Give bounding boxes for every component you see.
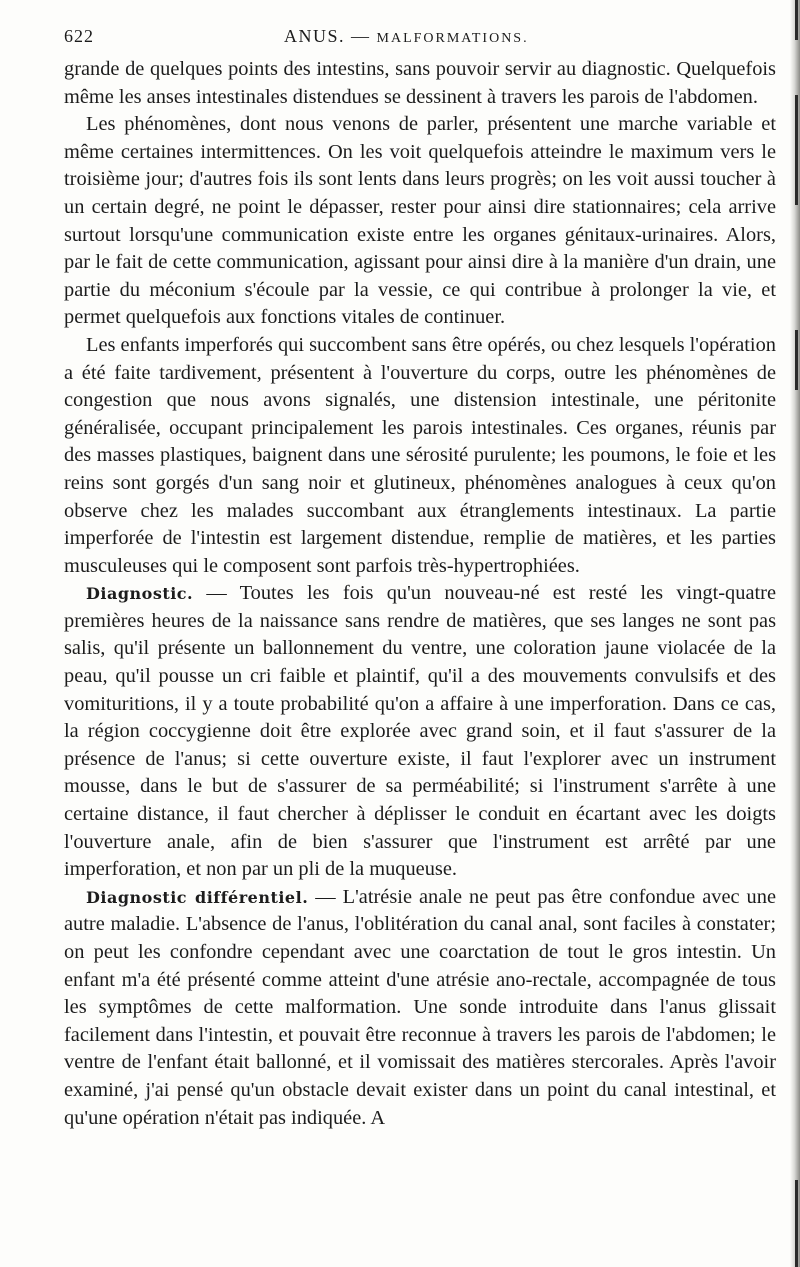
body-text (64, 56, 776, 1132)
scan-edge-mark (795, 330, 798, 390)
section-subtitle: MALFORMATIONS. (376, 31, 529, 46)
section-heading-diagnostic: Diagnostic. (86, 584, 194, 604)
paragraph (64, 332, 776, 580)
scan-edge-mark (795, 0, 798, 40)
section-heading-differential: Diagnostic différentiel. (86, 887, 309, 907)
paragraph-diagnostic (64, 580, 776, 884)
paragraph-text: Les enfants imperforés qui succombent sans être opérés, ou chez lesquels l'opération a été faite tardivement, présentent à l'ouverture du corps, outre les phénomènes de congestion que nous avons signalés, une distension intestinale, une péritonite généralisée, occupant principalement les parois intestinales. Ces organes, réunis par des masses plastiques, baignent dans une sérosité purulente; les poumons, le foie et les reins sont gorgés d'un sang noir et glutineux, phénomènes analogues à ceux qu'on observe chez les malades succombant aux étranglements intestinaux. La partie imperforée de l'intestin est largement distendue, remplie de matières, et les parties musculeuses qui le composent sont parfois très-hypertrophiées. (64, 333, 776, 577)
running-title (284, 26, 529, 47)
scan-edge-mark (795, 95, 798, 205)
paragraph (64, 111, 776, 332)
scan-edge-mark (795, 1180, 798, 1267)
paragraph-text: — L'atrésie anale ne peut pas être confondue avec une autre maladie. L'absence de l'anus, l'oblitération du canal anal, sont faciles à constater; on peut les confondre cependant avec une coarctation de tout le gros intestin. Un enfant m'a été présenté comme atteint d'une atrésie ano-rectale, accompagnée de tous les symptômes de cette malformation. Une sonde introduite dans l'anus glissait facilement dans l'intestin, et pouvait être reconnue à travers les parois de l'abdomen; le ventre de l'enfant était ballonné, et il vomissait des matières stercorales. Après l'avoir examiné, j'ai pensé qu'un obstacle devait exister dans un point du canal intestinal, et qu'une opération n'était pas indiquée. A (64, 885, 776, 1129)
page-number: 622 (64, 26, 94, 46)
paragraph-differential-diagnostic (64, 884, 776, 1132)
paragraph-text: Les phénomènes, dont nous venons de parler, présentent une marche variable et même certaines intermittences. On les voit quelquefois atteindre le maximum vers le troisième jour; d'autres fois ils sont lents dans leurs progrès; on les voit aussi toucher à un certain degré, ne point le dépasser, rester pour ainsi dire stationnaires; cela arrive surtout lorsqu'une communication existe entre les organes génitaux-urinaires. Alors, par le fait de cette communication, agissant pour ainsi dire à la manière d'un drain, une partie du méconium s'écoule par la vessie, ce qui contribue à prolonger la vie, et permet quelquefois aux fonctions vitales de continuer. (64, 113, 776, 329)
paragraph-text: — Toutes les fois qu'un nouveau-né est resté les vingt-quatre premières heures de la naissance sans rendre de matières, que ses langes ne sont pas salis, qu'il présente un ballonnement du ventre, une coloration jaune violacée de la peau, qu'il pousse un cri faible et plaintif, qu'il a des mouvements convulsifs et des vomituritions, il y a toute probabilité qu'on a affaire à une imperforation. Dans ce cas, la région coccygienne doit être explorée avec grand soin, et il faut s'assurer de la présence de l'anus; si cette ouverture existe, il faut l'explorer avec un instrument mousse, dans le but de s'assurer de sa perméabilité; si l'instrument s'arrête à une certaine distance, il faut chercher à déplisser le conduit en écartant avec les doigts l'ouverture anale, afin de bien s'assurer que l'instrument est arrêté par une imperforation, et non par un pli de la muqueuse. (64, 582, 776, 881)
running-header (64, 22, 764, 56)
header-separator: — (351, 26, 371, 46)
chapter-title: ANUS. (284, 26, 346, 46)
paragraph-text: grande de quelques points des intestins, sans pouvoir servir au diagnostic. Quelquefois même les anses intestinales distendues se dessinent à travers les parois de l'abdomen. (64, 58, 776, 108)
paragraph-continuation (64, 56, 776, 111)
